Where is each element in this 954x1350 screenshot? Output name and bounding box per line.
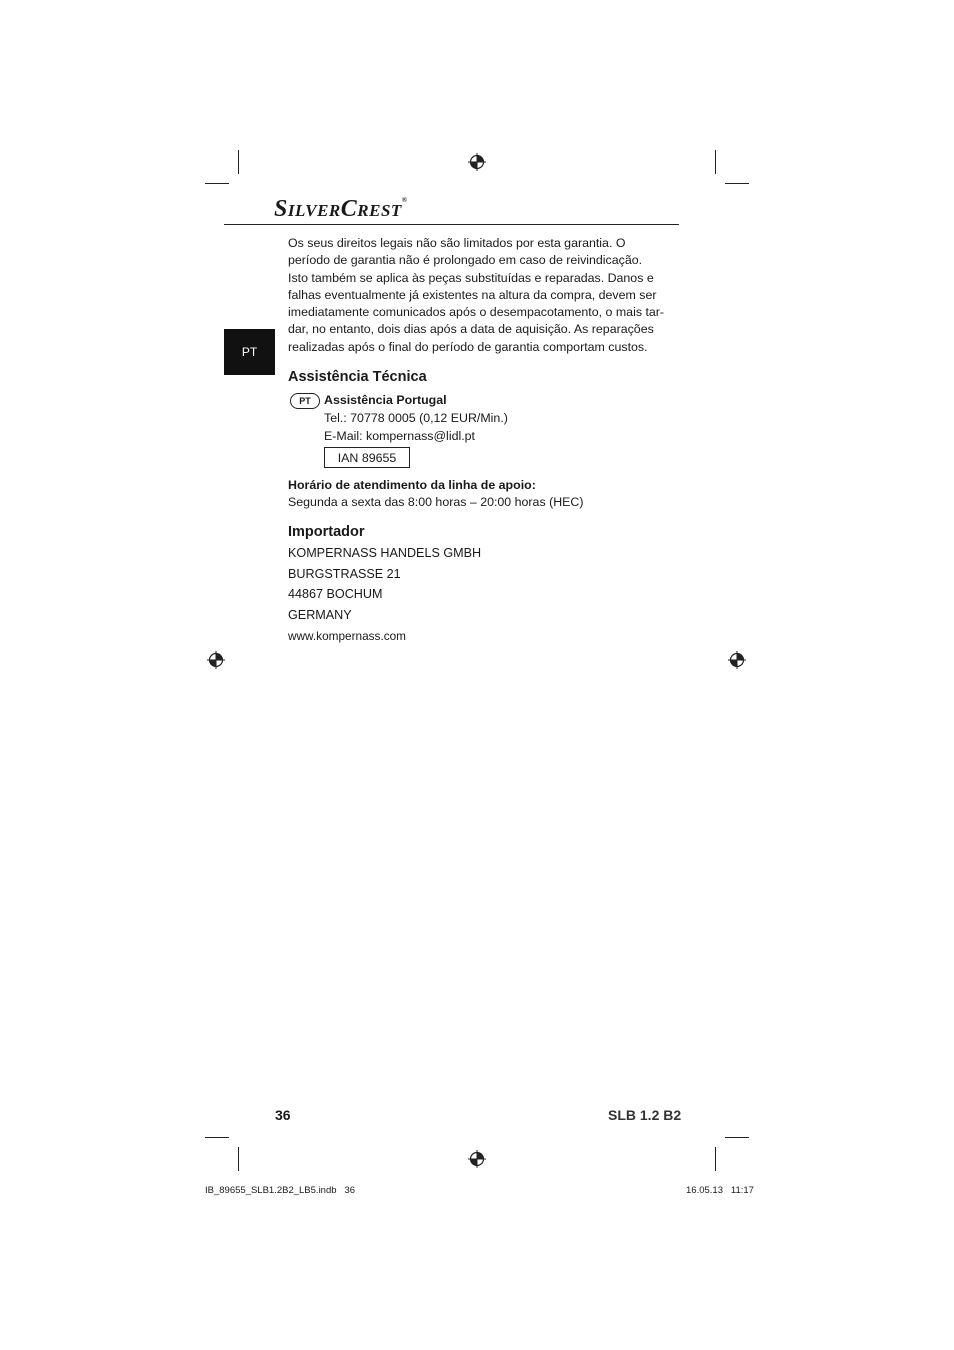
crop-mark [725, 183, 749, 184]
paragraph-line: falhas eventualmente já existentes na altura da compra, devem ser [288, 287, 657, 302]
print-slug-file: IB_89655_SLB1.2B2_LB5.indb 36 [205, 1185, 356, 1196]
service-name: Assistência Portugal [324, 393, 447, 407]
language-tab: PT [224, 329, 275, 375]
importer-heading: Importador [288, 524, 365, 540]
importer-line: BURGSTRASSE 21 [288, 567, 401, 581]
crop-mark [238, 150, 239, 174]
importer-line: GERMANY [288, 608, 352, 622]
warranty-paragraph [288, 235, 668, 356]
service-heading: Assistência Técnica [288, 369, 427, 385]
importer-line: 44867 BOCHUM [288, 587, 383, 601]
paragraph-line: dar, no entanto, dois dias após a data de aquisição. As reparações [288, 322, 654, 337]
crop-mark [205, 183, 229, 184]
crop-mark [715, 150, 716, 174]
registration-mark-icon [728, 651, 746, 669]
registration-mark-icon [207, 651, 225, 669]
service-email[interactable]: E-Mail: kompernass@lidl.pt [324, 429, 475, 443]
crop-mark [238, 1147, 239, 1171]
service-phone: Tel.: 70778 0005 (0,12 EUR/Min.) [324, 411, 508, 425]
hours-value: Segunda a sexta das 8:00 horas – 20:00 horas (HEC) [288, 495, 584, 509]
registration-mark-icon [468, 153, 486, 171]
importer-website[interactable]: www.kompernass.com [288, 629, 407, 643]
paragraph-line: período de garantia não é prolongado em caso de reivindicação. [288, 253, 643, 268]
header-rule [224, 224, 679, 225]
country-badge: PT [290, 393, 320, 409]
ian-number: IAN 89655 [324, 447, 410, 468]
print-slug-date: 16.05.13 11:17 [686, 1185, 754, 1196]
crop-mark [725, 1137, 749, 1138]
paragraph-line: Isto também se aplica às peças substituídas e reparadas. Danos e [288, 270, 654, 285]
page-number: 36 [275, 1107, 291, 1123]
paragraph-line: realizadas após o final do período de garantia comportam custos. [288, 339, 648, 354]
paragraph-line: Os seus direitos legais não são limitados por esta garantia. O [288, 236, 626, 250]
model-number: SLB 1.2 B2 [608, 1107, 682, 1123]
crop-mark [715, 1147, 716, 1171]
registration-mark-icon [468, 1150, 486, 1168]
importer-line: KOMPERNASS HANDELS GMBH [288, 546, 482, 560]
hours-label: Horário de atendimento da linha de apoio: [288, 478, 536, 492]
crop-mark [205, 1137, 229, 1138]
brand-logo: SILVERCREST® [274, 196, 408, 222]
paragraph-line: imediatamente comunicados após o desempacotamento, o mais tar- [288, 305, 665, 320]
